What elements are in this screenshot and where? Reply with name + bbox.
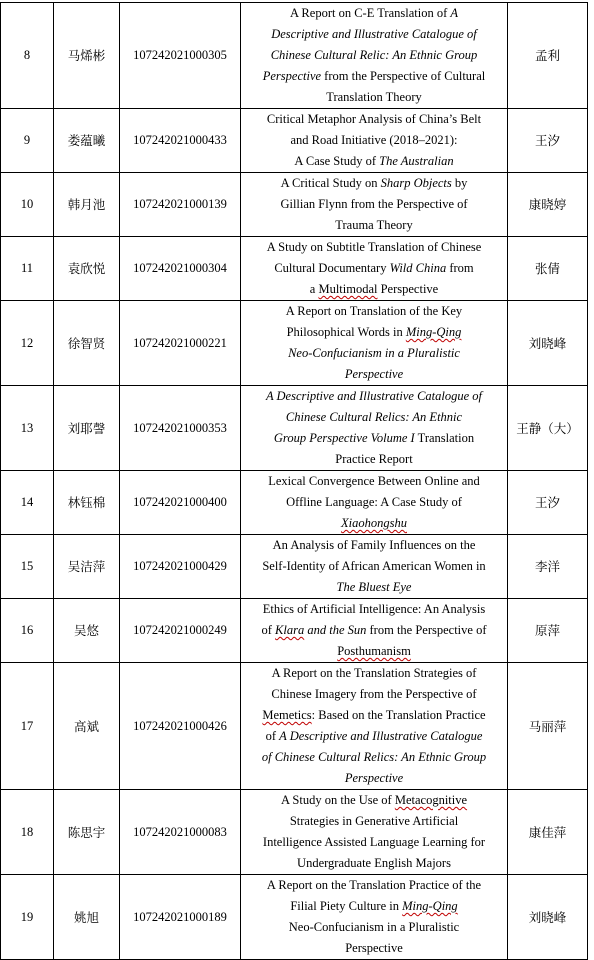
title-line	[244, 938, 504, 959]
title-segment: Practice Report	[335, 452, 413, 466]
title-line	[244, 322, 504, 343]
table-row	[1, 237, 588, 301]
thesis-title	[241, 173, 508, 237]
title-segment: Critical Metaphor Analysis of China’s Belt	[266, 112, 482, 126]
title-line	[244, 726, 504, 747]
title-segment: Cultural Documentary	[274, 261, 390, 275]
student-name: 刘耶謦	[54, 386, 120, 471]
title-line	[244, 875, 504, 896]
title-line	[244, 620, 504, 641]
row-number: 17	[1, 663, 54, 790]
title-line	[244, 513, 504, 534]
supervisor-name: 康佳萍	[508, 790, 588, 875]
title-segment: Translation	[414, 431, 475, 445]
title-segment: A Report on the Translation Strategies of	[271, 666, 477, 680]
row-number: 16	[1, 599, 54, 663]
student-id: 107242021000249	[120, 599, 241, 663]
title-segment: and the Sun	[304, 623, 367, 637]
title-segment: Lexical Convergence Between Online and	[268, 474, 480, 488]
student-name: 陈思宇	[54, 790, 120, 875]
title-line	[244, 279, 504, 300]
student-name: 姚旭	[54, 875, 120, 960]
supervisor-name: 刘晓峰	[508, 301, 588, 386]
student-id: 107242021000433	[120, 109, 241, 173]
title-line	[244, 130, 504, 151]
title-segment: Klara	[275, 623, 305, 637]
supervisor-name: 王静（大）	[508, 386, 588, 471]
row-number: 12	[1, 301, 54, 386]
thesis-title	[241, 3, 508, 109]
table-row	[1, 173, 588, 237]
title-segment: : Based on the Translation Practice	[311, 708, 486, 722]
title-segment: Translation Theory	[326, 90, 422, 104]
table-row	[1, 875, 588, 960]
title-segment: A Case Study of	[294, 154, 380, 168]
title-segment: from the Perspective of	[366, 623, 487, 637]
supervisor-name: 孟利	[508, 3, 588, 109]
student-name: 袁欣悦	[54, 237, 120, 301]
title-line	[244, 237, 504, 258]
title-segment: of	[261, 623, 276, 637]
row-number: 18	[1, 790, 54, 875]
student-name: 吴悠	[54, 599, 120, 663]
title-line	[244, 684, 504, 705]
title-segment: Multimodal	[318, 282, 378, 296]
title-segment: of Chinese Cultural Relics: An Ethnic Group	[261, 750, 487, 764]
supervisor-name: 原萍	[508, 599, 588, 663]
title-line	[244, 173, 504, 194]
title-segment: A Study on the Use of	[280, 793, 395, 807]
row-number: 13	[1, 386, 54, 471]
title-line	[244, 151, 504, 172]
title-segment: A	[450, 6, 459, 20]
title-segment: Ming-Qing	[402, 899, 458, 913]
title-segment: Ethics of Artificial Intelligence: An Analysis	[262, 602, 486, 616]
thesis-title	[241, 471, 508, 535]
student-name: 吴洁萍	[54, 535, 120, 599]
student-id: 107242021000353	[120, 386, 241, 471]
student-id: 107242021000221	[120, 301, 241, 386]
title-line	[244, 45, 504, 66]
row-number: 11	[1, 237, 54, 301]
title-line	[244, 641, 504, 662]
title-line	[244, 3, 504, 24]
title-segment: Xiaohongshu	[341, 516, 407, 530]
title-segment: Filial Piety Culture in	[290, 899, 403, 913]
title-segment: Offline Language: A Case Study of	[286, 495, 462, 509]
title-line	[244, 556, 504, 577]
title-segment: A Report on C-E Translation of	[289, 6, 451, 20]
student-id: 107242021000083	[120, 790, 241, 875]
title-line	[244, 535, 504, 556]
student-id: 107242021000400	[120, 471, 241, 535]
title-line	[244, 343, 504, 364]
title-line	[244, 386, 504, 407]
title-segment: Chinese Cultural Relic: An Ethnic Group	[270, 48, 478, 62]
title-segment: The Bluest Eye	[336, 580, 412, 594]
title-segment: Philosophical Words in	[286, 325, 406, 339]
title-segment: A Report on Translation of the Key	[285, 304, 463, 318]
supervisor-name: 王汐	[508, 109, 588, 173]
table-row	[1, 599, 588, 663]
title-line	[244, 896, 504, 917]
table-row	[1, 535, 588, 599]
table-row	[1, 109, 588, 173]
title-segment: from	[446, 261, 474, 275]
title-segment: The Australian	[379, 154, 454, 168]
student-id: 107242021000139	[120, 173, 241, 237]
thesis-table	[0, 2, 588, 960]
supervisor-name: 刘晓峰	[508, 875, 588, 960]
title-line	[244, 917, 504, 938]
table-row	[1, 790, 588, 875]
title-line	[244, 747, 504, 768]
title-segment: Descriptive and Illustrative Catalogue of	[271, 27, 477, 41]
row-number: 14	[1, 471, 54, 535]
title-segment: Undergraduate English Majors	[297, 856, 451, 870]
student-name: 林钰棉	[54, 471, 120, 535]
title-line	[244, 492, 504, 513]
title-segment: Memetics	[262, 708, 312, 722]
table-row	[1, 386, 588, 471]
title-line	[244, 364, 504, 385]
title-segment: Wild China	[389, 261, 447, 275]
title-segment: Perspective	[345, 941, 403, 955]
title-line	[244, 449, 504, 470]
supervisor-name: 李洋	[508, 535, 588, 599]
supervisor-name: 张倩	[508, 237, 588, 301]
student-id: 107242021000305	[120, 3, 241, 109]
title-line	[244, 258, 504, 279]
title-segment: Trauma Theory	[335, 218, 413, 232]
student-name: 徐智贤	[54, 301, 120, 386]
title-segment: Chinese Imagery from the Perspective of	[271, 687, 477, 701]
student-id: 107242021000304	[120, 237, 241, 301]
title-line	[244, 66, 504, 87]
student-name: 马烯彬	[54, 3, 120, 109]
title-segment: of	[265, 729, 280, 743]
title-line	[244, 705, 504, 726]
row-number: 15	[1, 535, 54, 599]
thesis-title	[241, 386, 508, 471]
title-segment: Ming-Qing	[405, 325, 462, 339]
student-id: 107242021000426	[120, 663, 241, 790]
title-line	[244, 194, 504, 215]
title-segment: from the Perspective of Cultural	[321, 69, 486, 83]
title-line	[244, 109, 504, 130]
title-segment: A Report on the Translation Practice of the	[266, 878, 482, 892]
title-segment: Perspective	[344, 771, 404, 785]
student-name: 高斌	[54, 663, 120, 790]
title-segment: Neo-Confucianism in a Pluralistic	[288, 920, 460, 934]
title-segment: Gillian Flynn from the Perspective of	[280, 197, 468, 211]
table-row	[1, 3, 588, 109]
title-line	[244, 599, 504, 620]
title-segment: by	[451, 176, 468, 190]
title-line	[244, 215, 504, 236]
title-line	[244, 428, 504, 449]
title-line	[244, 87, 504, 108]
title-line	[244, 663, 504, 684]
title-segment: Chinese Cultural Relics: An Ethnic	[285, 410, 463, 424]
thesis-title	[241, 109, 508, 173]
title-segment: Sharp Objects	[380, 176, 452, 190]
row-number: 9	[1, 109, 54, 173]
supervisor-name: 马丽萍	[508, 663, 588, 790]
title-line	[244, 577, 504, 598]
title-segment: A Critical Study on	[280, 176, 381, 190]
title-line	[244, 811, 504, 832]
title-segment: A Descriptive and Illustrative Catalogue	[279, 729, 483, 743]
title-segment: A Descriptive and Illustrative Catalogue of	[265, 389, 483, 403]
title-segment: Neo-Confucianism in a Pluralistic	[288, 346, 460, 360]
table-row	[1, 301, 588, 386]
thesis-table-body	[1, 3, 588, 960]
title-segment: a	[309, 282, 319, 296]
row-number: 10	[1, 173, 54, 237]
title-line	[244, 407, 504, 428]
student-name: 韩月池	[54, 173, 120, 237]
thesis-title	[241, 599, 508, 663]
supervisor-name: 康晓婷	[508, 173, 588, 237]
title-line	[244, 471, 504, 492]
title-segment: An Analysis of Family Influences on the	[272, 538, 476, 552]
title-line	[244, 832, 504, 853]
title-segment: Posthumanism	[337, 644, 411, 658]
title-segment: Self-Identity of African American Women in	[262, 559, 486, 573]
thesis-title	[241, 875, 508, 960]
thesis-title	[241, 535, 508, 599]
row-number: 8	[1, 3, 54, 109]
table-row	[1, 663, 588, 790]
student-id: 107242021000189	[120, 875, 241, 960]
title-segment: Metacognitive	[394, 793, 468, 807]
thesis-title	[241, 663, 508, 790]
row-number: 19	[1, 875, 54, 960]
thesis-title	[241, 237, 508, 301]
table-row	[1, 471, 588, 535]
title-segment: A Study on Subtitle Translation of Chinese	[266, 240, 482, 254]
thesis-title	[241, 301, 508, 386]
title-line	[244, 301, 504, 322]
title-segment: and Road Initiative (2018–2021):	[290, 133, 458, 147]
title-segment: Strategies in Generative Artificial	[289, 814, 459, 828]
thesis-title	[241, 790, 508, 875]
title-segment: Perspective	[262, 69, 322, 83]
title-segment: Perspective	[344, 367, 404, 381]
title-segment: Group Perspective Volume I	[273, 431, 415, 445]
student-name: 娄蕴曦	[54, 109, 120, 173]
title-line	[244, 768, 504, 789]
title-segment: Perspective	[377, 282, 439, 296]
title-line	[244, 853, 504, 874]
student-id: 107242021000429	[120, 535, 241, 599]
title-line	[244, 790, 504, 811]
title-line	[244, 24, 504, 45]
title-segment: Intelligence Assisted Language Learning for	[262, 835, 486, 849]
supervisor-name: 王汐	[508, 471, 588, 535]
